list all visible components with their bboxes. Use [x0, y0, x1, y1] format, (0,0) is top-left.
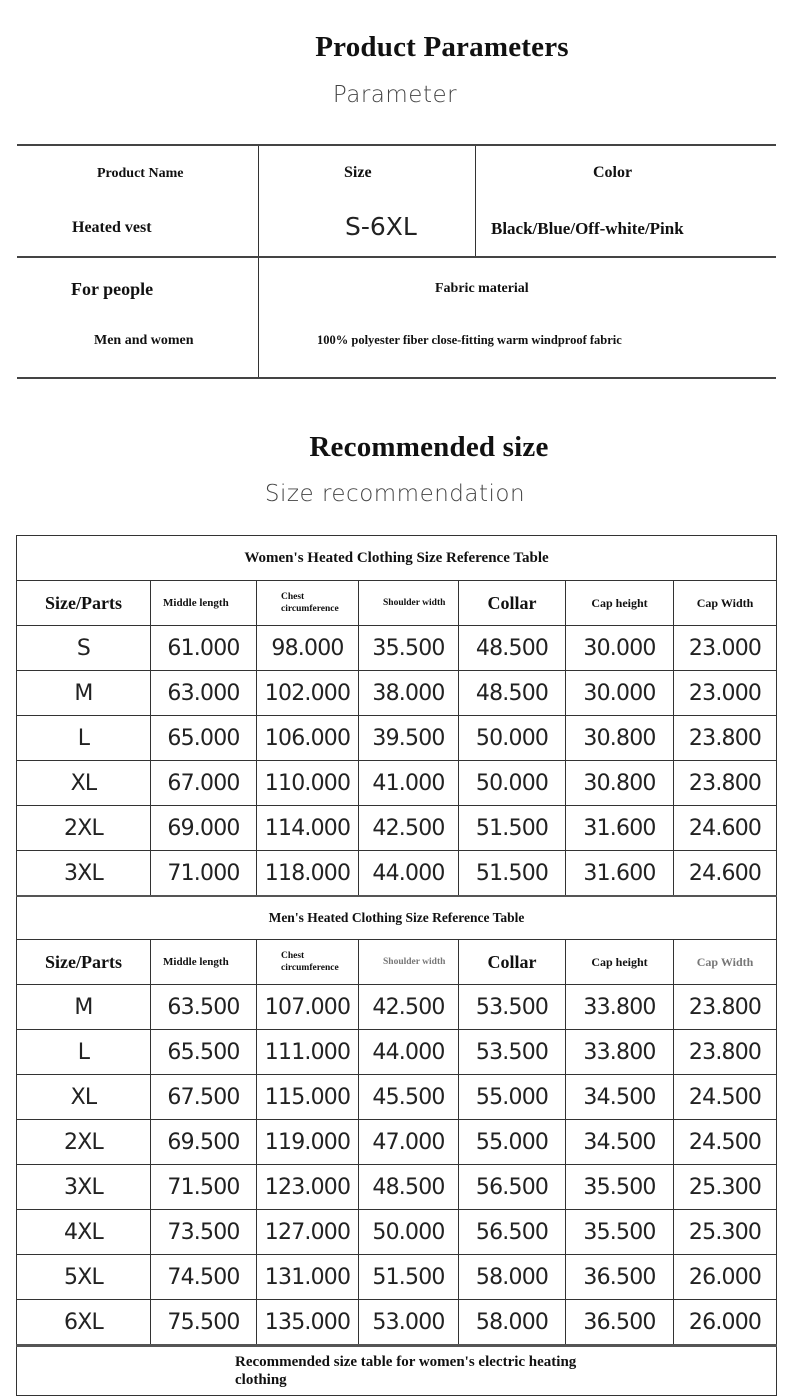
size-cell: 6XL [17, 1300, 151, 1346]
measurement-cell: 131.000 [257, 1255, 359, 1300]
womens-table-caption [17, 536, 777, 581]
product-name-value: Heated vest [72, 219, 152, 236]
measurement-cell: 48.500 [459, 671, 566, 716]
table-row [17, 1255, 777, 1300]
size-cell: L [17, 716, 151, 761]
size-value: S-6XL [345, 212, 417, 241]
measurement-cell: 58.000 [459, 1300, 566, 1346]
measurement-cell: 51.500 [359, 1255, 459, 1300]
size-cell: S [17, 626, 151, 671]
table-row [17, 626, 777, 671]
measurement-cell: 35.500 [359, 626, 459, 671]
measurement-cell: 119.000 [257, 1120, 359, 1165]
measurement-cell: 36.500 [566, 1255, 674, 1300]
measurement-cell: 30.000 [566, 626, 674, 671]
size-cell: M [17, 985, 151, 1030]
measurement-cell: 74.500 [151, 1255, 257, 1300]
size-cell: XL [17, 761, 151, 806]
measurement-cell: 30.800 [566, 716, 674, 761]
measurement-cell: 34.500 [566, 1120, 674, 1165]
measurement-cell: 30.800 [566, 761, 674, 806]
measurement-cell: 42.500 [359, 985, 459, 1030]
size-cell: 5XL [17, 1255, 151, 1300]
footer-caption: Recommended size table for women's electric heating clothing [17, 1346, 777, 1396]
size-cell: 3XL [17, 1165, 151, 1210]
table-row [17, 985, 777, 1030]
measurement-cell: 51.500 [459, 806, 566, 851]
table-row [17, 1120, 777, 1165]
column-header-cap-height: Cap height [566, 581, 674, 626]
size-cell: 2XL [17, 1120, 151, 1165]
measurement-cell: 23.000 [674, 671, 777, 716]
measurement-cell: 24.500 [674, 1075, 777, 1120]
size-cell: 4XL [17, 1210, 151, 1255]
column-header-cap-width: Cap Width [674, 940, 777, 985]
womens-table-caption-text: Women's Heated Clothing Size Reference Table [17, 536, 777, 581]
measurement-cell: 67.500 [151, 1075, 257, 1120]
measurement-cell: 123.000 [257, 1165, 359, 1210]
size-cell: L [17, 1030, 151, 1075]
measurement-cell: 53.500 [459, 1030, 566, 1075]
measurement-cell: 56.500 [459, 1210, 566, 1255]
color-label: Color [593, 164, 633, 181]
measurement-cell: 107.000 [257, 985, 359, 1030]
measurement-cell: 44.000 [359, 1030, 459, 1075]
footer-caption-row [17, 1346, 777, 1396]
measurement-cell: 24.500 [674, 1120, 777, 1165]
measurement-cell: 38.000 [359, 671, 459, 716]
measurement-cell: 23.800 [674, 761, 777, 806]
product-parameters-subtitle: Parameter [332, 82, 458, 108]
measurement-cell: 36.500 [566, 1300, 674, 1346]
measurement-cell: 115.000 [257, 1075, 359, 1120]
measurement-cell: 25.300 [674, 1165, 777, 1210]
measurement-cell: 47.000 [359, 1120, 459, 1165]
recommended-size-title: Recommended size [309, 431, 549, 463]
measurement-cell: 42.500 [359, 806, 459, 851]
measurement-cell: 34.500 [566, 1075, 674, 1120]
measurement-cell: 31.600 [566, 851, 674, 897]
table-row [17, 1300, 777, 1346]
column-header-shoulder-width: Shoulder width [359, 581, 459, 626]
table-row [17, 851, 777, 897]
measurement-cell: 50.000 [359, 1210, 459, 1255]
measurement-cell: 50.000 [459, 761, 566, 806]
measurement-cell: 23.000 [674, 626, 777, 671]
measurement-cell: 30.000 [566, 671, 674, 716]
divider [258, 146, 259, 377]
color-value: Black/Blue/Off-white/Pink [491, 219, 684, 238]
measurement-cell: 45.500 [359, 1075, 459, 1120]
column-header-cap-width: Cap Width [674, 581, 777, 626]
divider [475, 146, 476, 256]
measurement-cell: 23.800 [674, 716, 777, 761]
measurement-cell: 65.000 [151, 716, 257, 761]
measurement-cell: 23.800 [674, 985, 777, 1030]
size-cell: XL [17, 1075, 151, 1120]
measurement-cell: 51.500 [459, 851, 566, 897]
measurement-cell: 48.500 [459, 626, 566, 671]
mens-header-row [17, 940, 777, 985]
measurement-cell: 56.500 [459, 1165, 566, 1210]
column-header-chest-circumference: Chest circumference [257, 581, 359, 626]
fabric-label: Fabric material [435, 281, 529, 296]
for-people-label: For people [71, 279, 154, 299]
measurement-cell: 41.000 [359, 761, 459, 806]
divider [17, 256, 776, 258]
measurement-cell: 63.500 [151, 985, 257, 1030]
measurement-cell: 58.000 [459, 1255, 566, 1300]
product-parameters-title: Product Parameters [315, 31, 569, 63]
measurement-cell: 111.000 [257, 1030, 359, 1075]
measurement-cell: 26.000 [674, 1300, 777, 1346]
measurement-cell: 106.000 [257, 716, 359, 761]
table-row [17, 1030, 777, 1075]
measurement-cell: 33.800 [566, 1030, 674, 1075]
measurement-cell: 25.300 [674, 1210, 777, 1255]
table-row [17, 671, 777, 716]
measurement-cell: 69.000 [151, 806, 257, 851]
mens-table-caption [17, 896, 777, 940]
fabric-value: 100% polyester fiber close-fitting warm windproof fabric [317, 333, 622, 347]
for-people-value: Men and women [94, 333, 194, 348]
measurement-cell: 24.600 [674, 851, 777, 897]
measurement-cell: 73.500 [151, 1210, 257, 1255]
table-row [17, 761, 777, 806]
measurement-cell: 114.000 [257, 806, 359, 851]
measurement-cell: 53.000 [359, 1300, 459, 1346]
measurement-cell: 69.500 [151, 1120, 257, 1165]
size-cell: M [17, 671, 151, 716]
measurement-cell: 75.500 [151, 1300, 257, 1346]
table-row [17, 806, 777, 851]
measurement-cell: 98.000 [257, 626, 359, 671]
recommended-size-subtitle: Size recommendation [264, 481, 526, 507]
womens-header-row [17, 581, 777, 626]
column-header-middle-length: Middle length [151, 581, 257, 626]
measurement-cell: 102.000 [257, 671, 359, 716]
measurement-cell: 55.000 [459, 1075, 566, 1120]
measurement-cell: 35.500 [566, 1165, 674, 1210]
measurement-cell: 44.000 [359, 851, 459, 897]
measurement-cell: 31.600 [566, 806, 674, 851]
measurement-cell: 61.000 [151, 626, 257, 671]
measurement-cell: 71.000 [151, 851, 257, 897]
column-header-size-parts: Size/Parts [17, 940, 151, 985]
measurement-cell: 35.500 [566, 1210, 674, 1255]
measurement-cell: 39.500 [359, 716, 459, 761]
mens-table-caption-text: Men's Heated Clothing Size Reference Table [17, 896, 777, 940]
measurement-cell: 65.500 [151, 1030, 257, 1075]
measurement-cell: 110.000 [257, 761, 359, 806]
column-header-shoulder-width: Shoulder width [359, 940, 459, 985]
column-header-cap-height: Cap height [566, 940, 674, 985]
measurement-cell: 135.000 [257, 1300, 359, 1346]
product-parameters-table [17, 144, 776, 379]
table-row [17, 716, 777, 761]
measurement-cell: 53.500 [459, 985, 566, 1030]
measurement-cell: 127.000 [257, 1210, 359, 1255]
measurement-cell: 50.000 [459, 716, 566, 761]
measurement-cell: 118.000 [257, 851, 359, 897]
table-row [17, 1210, 777, 1255]
product-name-label: Product Name [97, 166, 184, 181]
measurement-cell: 63.000 [151, 671, 257, 716]
size-cell: 3XL [17, 851, 151, 897]
measurement-cell: 23.800 [674, 1030, 777, 1075]
column-header-collar: Collar [459, 581, 566, 626]
measurement-cell: 26.000 [674, 1255, 777, 1300]
measurement-cell: 67.000 [151, 761, 257, 806]
table-row [17, 1165, 777, 1210]
column-header-collar: Collar [459, 940, 566, 985]
size-label: Size [344, 164, 372, 181]
measurement-cell: 33.800 [566, 985, 674, 1030]
measurement-cell: 24.600 [674, 806, 777, 851]
measurement-cell: 71.500 [151, 1165, 257, 1210]
column-header-middle-length: Middle length [151, 940, 257, 985]
table-row [17, 1075, 777, 1120]
measurement-cell: 48.500 [359, 1165, 459, 1210]
column-header-size-parts: Size/Parts [17, 581, 151, 626]
size-cell: 2XL [17, 806, 151, 851]
measurement-cell: 55.000 [459, 1120, 566, 1165]
column-header-chest-circumference: Chest circumference [257, 940, 359, 985]
size-reference-table [16, 535, 777, 1396]
